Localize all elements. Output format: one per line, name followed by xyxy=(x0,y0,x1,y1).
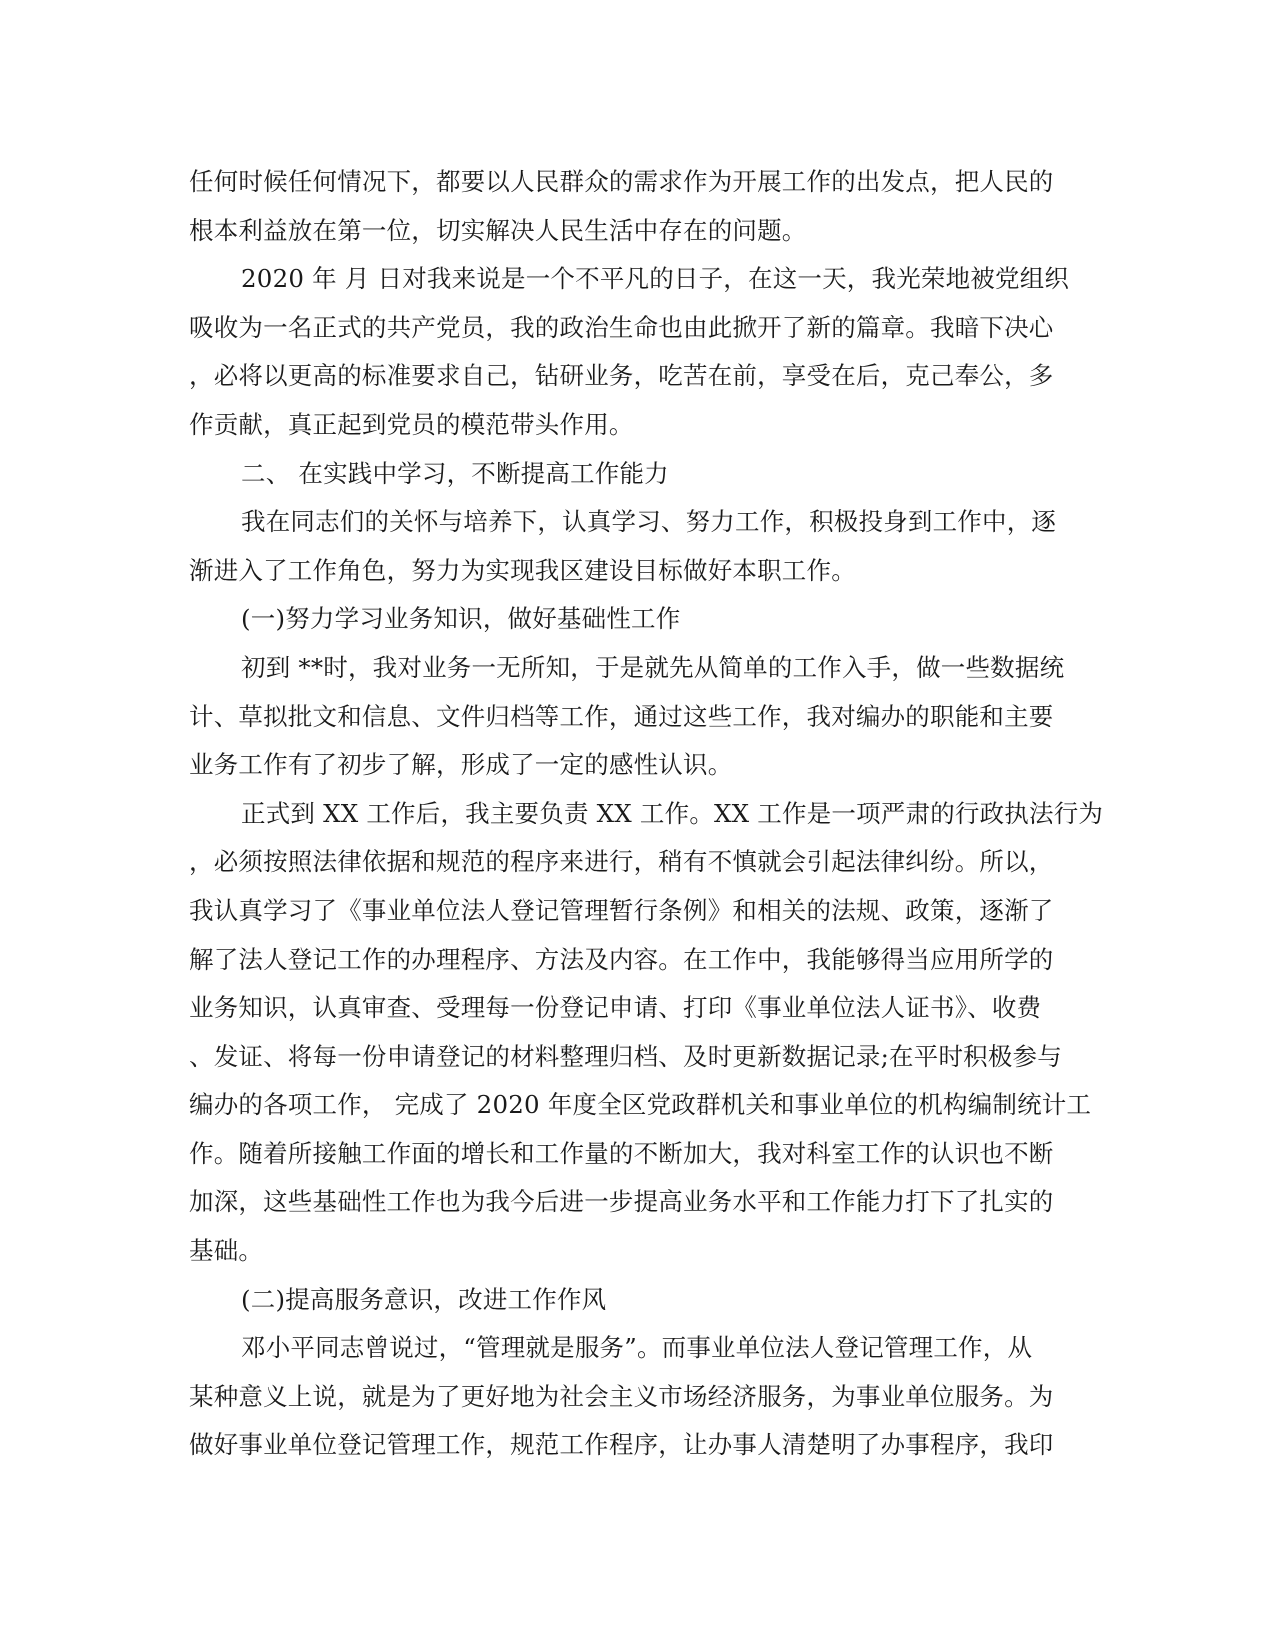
text-line: 渐进入了工作角色，努力为实现我区建设目标做好本职工作。 xyxy=(189,555,856,585)
text-line: 做好事业单位登记管理工作，规范工作程序，让办事人清楚明了办事程序，我印 xyxy=(189,1430,1054,1460)
text-line: 基础。 xyxy=(189,1236,264,1266)
text-line: 、发证、将每一份申请登记的材料整理归档、及时更新数据记录;在平时积极参与 xyxy=(189,1041,1062,1071)
text-line: 初到 **时，我对业务一无所知，于是就先从简单的工作入手，做一些数据统 xyxy=(241,652,1065,682)
text-line: 2020 年 月 日对我来说是一个不平凡的日子，在这一天，我光荣地被党组织 xyxy=(241,264,1070,294)
text-line: 根本利益放在第一位，切实解决人民生活中存在的问题。 xyxy=(189,215,807,245)
text-line: ，必须按照法律依据和规范的程序来进行，稍有不慎就会引起法律纠纷。所以， xyxy=(189,847,1054,877)
text-line: (二)提高服务意识，改进工作作风 xyxy=(241,1284,607,1314)
text-line: 解了法人登记工作的办理程序、方法及内容。在工作中，我能够得当应用所学的 xyxy=(189,944,1054,974)
text-line: 业务工作有了初步了解，形成了一定的感性认识。 xyxy=(189,750,733,780)
text-line: 二、 在实践中学习，不断提高工作能力 xyxy=(241,458,669,488)
text-line: 我认真学习了《事业单位法人登记管理暂行条例》和相关的法规、政策，逐渐了 xyxy=(189,895,1054,925)
text-line: 正式到 XX 工作后，我主要负责 XX 工作。XX 工作是一项严肃的行政执法行为 xyxy=(241,798,1104,828)
text-line: 吸收为一名正式的共产党员，我的政治生命也由此掀开了新的篇章。我暗下决心 xyxy=(189,312,1054,342)
text-line: 我在同志们的关怀与培养下，认真学习、努力工作，积极投身到工作中，逐 xyxy=(241,507,1057,537)
text-line: 作贡献，真正起到党员的模范带头作用。 xyxy=(189,409,634,439)
text-line: 任何时候任何情况下，都要以人民群众的需求作为开展工作的出发点，把人民的 xyxy=(189,167,1054,196)
text-line: 邓小平同志曾说过，“管理就是服务”。而事业单位法人登记管理工作，从 xyxy=(241,1333,1033,1363)
text-line: ，必将以更高的标准要求自己，钻研业务，吃苦在前，享受在后，克己奉公，多 xyxy=(189,361,1054,391)
text-line: 编办的各项工作， 完成了 2020 年度全区党政群机关和事业单位的机构编制统计工 xyxy=(189,1090,1092,1120)
text-line: 加深，这些基础性工作也为我今后进一步提高业务水平和工作能力打下了扎实的 xyxy=(189,1187,1054,1217)
text-line: 计、草拟批文和信息、文件归档等工作，通过这些工作，我对编办的职能和主要 xyxy=(189,701,1054,731)
text-line: 业务知识，认真审查、受理每一份登记申请、打印《事业单位法人证书》、收费 xyxy=(189,993,1042,1023)
document-body xyxy=(189,158,1104,1470)
text-line: (一)努力学习业务知识，做好基础性工作 xyxy=(241,604,681,634)
text-line: 某种意义上说，就是为了更好地为社会主义市场经济服务，为事业单位服务。为 xyxy=(189,1381,1054,1411)
text-line: 作。随着所接触工作面的增长和工作量的不断加大，我对科室工作的认识也不断 xyxy=(189,1138,1054,1168)
